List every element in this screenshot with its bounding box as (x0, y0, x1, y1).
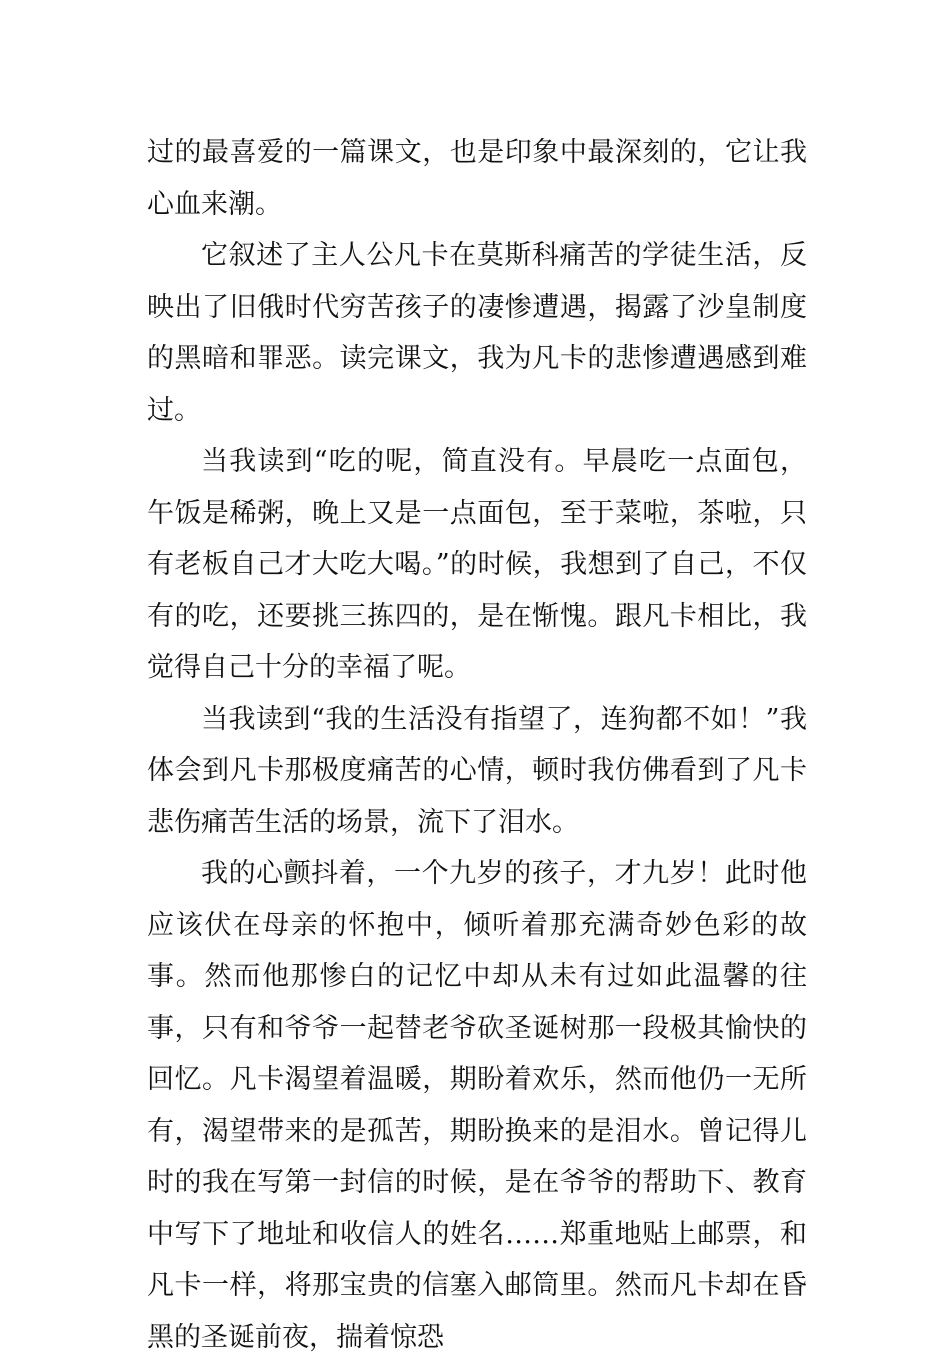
paragraph-3: 当我读到“吃的呢，简直没有。早晨吃一点面包，午饭是稀粥，晚上又是一点面包，至于菜啦，茶啦，只有老板自己才大吃大喝。”的时候，我想到了自己，不仅有的吃，还要挑三拣四的，是在惭愧。跟凡卡相比，我觉得自己十分的幸福了呢。 (147, 446, 807, 683)
paragraph-1: 过的最喜爱的一篇课文，也是印象中最深刻的，它让我心血来潮。 (147, 137, 807, 220)
paragraph-5: 我的心颤抖着，一个九岁的孩子，才九岁！此时他应该伏在母亲的怀抱中，倾听着那充满奇妙色彩的故事。然而他那惨白的记忆中却从未有过如此温馨的往事，只有和爷爷一起替老爷砍圣诞树那一段极其愉快的回忆。凡卡渴望着温暖，期盼着欢乐，然而他仍一无所有，渴望带来的是孤苦，期盼换来的是泪水。曾记得儿时的我在写第一封信的时候，是在爷爷的帮助下、教育中写下了地址和收信人的姓名……郑重地贴上邮票，和凡卡一样，将那宝贵的信塞入邮筒里。然而凡卡却在昏黑的圣诞前夜，揣着惊恐 (147, 858, 807, 1353)
document-body (147, 127, 807, 1363)
paragraph-4: 当我读到“我的生活没有指望了，连狗都不如！”我体会到凡卡那极度痛苦的心情，顿时我仿佛看到了凡卡悲伤痛苦生活的场景，流下了泪水。 (147, 703, 807, 838)
paragraph-2: 它叙述了主人公凡卡在莫斯科痛苦的学徒生活，反映出了旧俄时代穷苦孩子的凄惨遭遇，揭露了沙皇制度的黑暗和罪恶。读完课文，我为凡卡的悲惨遭遇感到难过。 (147, 240, 807, 426)
